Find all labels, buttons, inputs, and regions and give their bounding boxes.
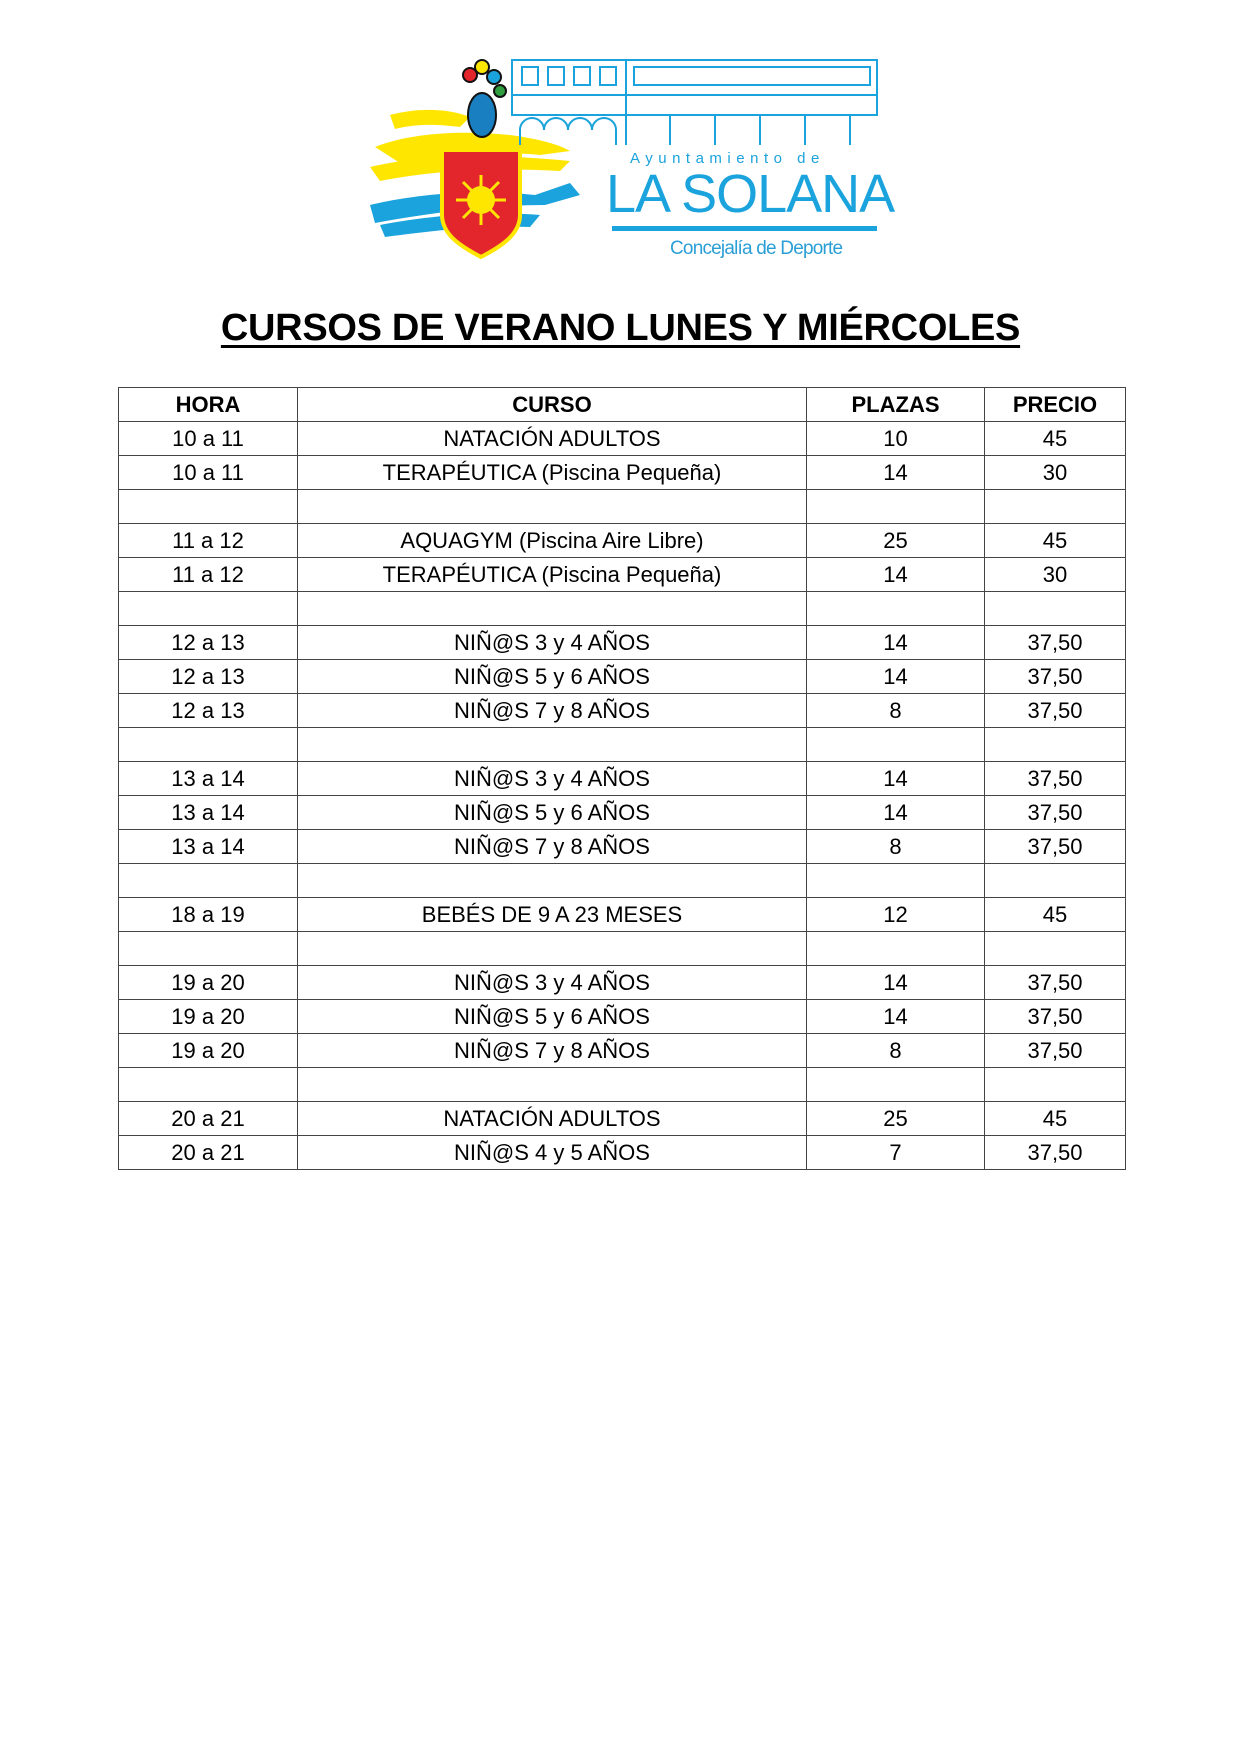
cell-precio: 37,50 [985,1034,1126,1068]
cell-hora [119,932,298,966]
cell-plazas: 25 [807,524,985,558]
cell-precio: 37,50 [985,626,1126,660]
table-row-spacer [119,864,1126,898]
cell-plazas: 14 [807,762,985,796]
cell-precio: 37,50 [985,1000,1126,1034]
cell-plazas: 14 [807,966,985,1000]
cell-hora: 20 a 21 [119,1102,298,1136]
cell-curso: TERAPÉUTICA (Piscina Pequeña) [298,456,807,490]
cell-plazas: 12 [807,898,985,932]
ayuntamiento-logo [370,55,895,260]
cell-hora: 19 a 20 [119,966,298,1000]
cell-curso [298,864,807,898]
cell-curso: NATACIÓN ADULTOS [298,422,807,456]
schedule-table [118,387,1126,1170]
cell-plazas: 10 [807,422,985,456]
cell-hora: 19 a 20 [119,1034,298,1068]
cell-precio: 45 [985,422,1126,456]
cell-plazas [807,932,985,966]
cell-plazas [807,592,985,626]
table-row [119,422,1126,456]
cell-curso: NIÑ@S 7 y 8 AÑOS [298,1034,807,1068]
cell-plazas: 14 [807,456,985,490]
logo-small-text: Ayuntamiento de [630,150,825,167]
logo-town-name: LA SOLANA [606,164,895,224]
cell-precio [985,592,1126,626]
cell-plazas: 14 [807,1000,985,1034]
cell-plazas: 14 [807,626,985,660]
cell-plazas: 7 [807,1136,985,1170]
table-row [119,558,1126,592]
cell-precio: 37,50 [985,1136,1126,1170]
cell-curso: NIÑ@S 7 y 8 AÑOS [298,694,807,728]
cell-hora: 20 a 21 [119,1136,298,1170]
cell-hora: 19 a 20 [119,1000,298,1034]
table-row [119,626,1126,660]
cell-curso: NATACIÓN ADULTOS [298,1102,807,1136]
cell-plazas: 25 [807,1102,985,1136]
page-title [0,307,1241,350]
cell-plazas: 14 [807,660,985,694]
cell-hora [119,1068,298,1102]
cell-plazas [807,1068,985,1102]
header-hora: HORA [119,388,298,422]
table-row-spacer [119,932,1126,966]
cell-plazas: 14 [807,796,985,830]
table-row [119,898,1126,932]
logo-department: Concejalía de Deporte [670,238,843,259]
cell-hora: 13 a 14 [119,796,298,830]
cell-plazas [807,728,985,762]
cell-plazas: 14 [807,558,985,592]
table-header-row [119,388,1126,422]
cell-curso: TERAPÉUTICA (Piscina Pequeña) [298,558,807,592]
table-row [119,796,1126,830]
cell-curso [298,728,807,762]
table-row [119,966,1126,1000]
table-row [119,524,1126,558]
cell-curso: NIÑ@S 4 y 5 AÑOS [298,1136,807,1170]
table-row [119,830,1126,864]
cell-curso: NIÑ@S 5 y 6 AÑOS [298,796,807,830]
cell-hora: 12 a 13 [119,626,298,660]
cell-hora: 12 a 13 [119,660,298,694]
table-row-spacer [119,490,1126,524]
cell-curso: NIÑ@S 7 y 8 AÑOS [298,830,807,864]
cell-plazas: 8 [807,1034,985,1068]
cell-plazas [807,490,985,524]
cell-plazas: 8 [807,830,985,864]
cell-curso: NIÑ@S 5 y 6 AÑOS [298,660,807,694]
table-row-spacer [119,728,1126,762]
cell-curso: BEBÉS DE 9 A 23 MESES [298,898,807,932]
table-row [119,1102,1126,1136]
cell-precio: 37,50 [985,796,1126,830]
table-row [119,1000,1126,1034]
header-plazas: PLAZAS [807,388,985,422]
cell-precio: 37,50 [985,966,1126,1000]
cell-precio: 37,50 [985,830,1126,864]
cell-precio: 37,50 [985,762,1126,796]
cell-curso [298,592,807,626]
table-row-spacer [119,1068,1126,1102]
table-row [119,1136,1126,1170]
cell-hora [119,592,298,626]
cell-curso: NIÑ@S 3 y 4 AÑOS [298,966,807,1000]
table-row [119,694,1126,728]
table-row-spacer [119,592,1126,626]
cell-hora: 10 a 11 [119,456,298,490]
table-row [119,456,1126,490]
cell-hora: 13 a 14 [119,762,298,796]
table-row [119,1034,1126,1068]
header-curso: CURSO [298,388,807,422]
cell-hora [119,864,298,898]
cell-precio [985,728,1126,762]
cell-curso: AQUAGYM (Piscina Aire Libre) [298,524,807,558]
cell-plazas [807,864,985,898]
cell-curso [298,1068,807,1102]
cell-hora: 18 a 19 [119,898,298,932]
cell-hora [119,490,298,524]
cell-hora [119,728,298,762]
cell-curso: NIÑ@S 3 y 4 AÑOS [298,762,807,796]
cell-precio [985,932,1126,966]
cell-precio [985,490,1126,524]
cell-precio: 30 [985,456,1126,490]
cell-hora: 13 a 14 [119,830,298,864]
cell-hora: 11 a 12 [119,558,298,592]
cell-precio: 45 [985,1102,1126,1136]
cell-curso [298,932,807,966]
page-title-text: CURSOS DE VERANO LUNES Y MIÉRCOLES [220,307,1021,349]
cell-curso: NIÑ@S 3 y 4 AÑOS [298,626,807,660]
cell-precio: 37,50 [985,660,1126,694]
table-row [119,660,1126,694]
logo-underline [612,226,877,231]
cell-precio: 30 [985,558,1126,592]
header-precio: PRECIO [985,388,1126,422]
cell-hora: 10 a 11 [119,422,298,456]
cell-curso: NIÑ@S 5 y 6 AÑOS [298,1000,807,1034]
table-row [119,762,1126,796]
cell-precio: 37,50 [985,694,1126,728]
cell-precio [985,864,1126,898]
cell-precio: 45 [985,898,1126,932]
cell-curso [298,490,807,524]
cell-precio [985,1068,1126,1102]
cell-hora: 12 a 13 [119,694,298,728]
cell-plazas: 8 [807,694,985,728]
cell-precio: 45 [985,524,1126,558]
cell-hora: 11 a 12 [119,524,298,558]
